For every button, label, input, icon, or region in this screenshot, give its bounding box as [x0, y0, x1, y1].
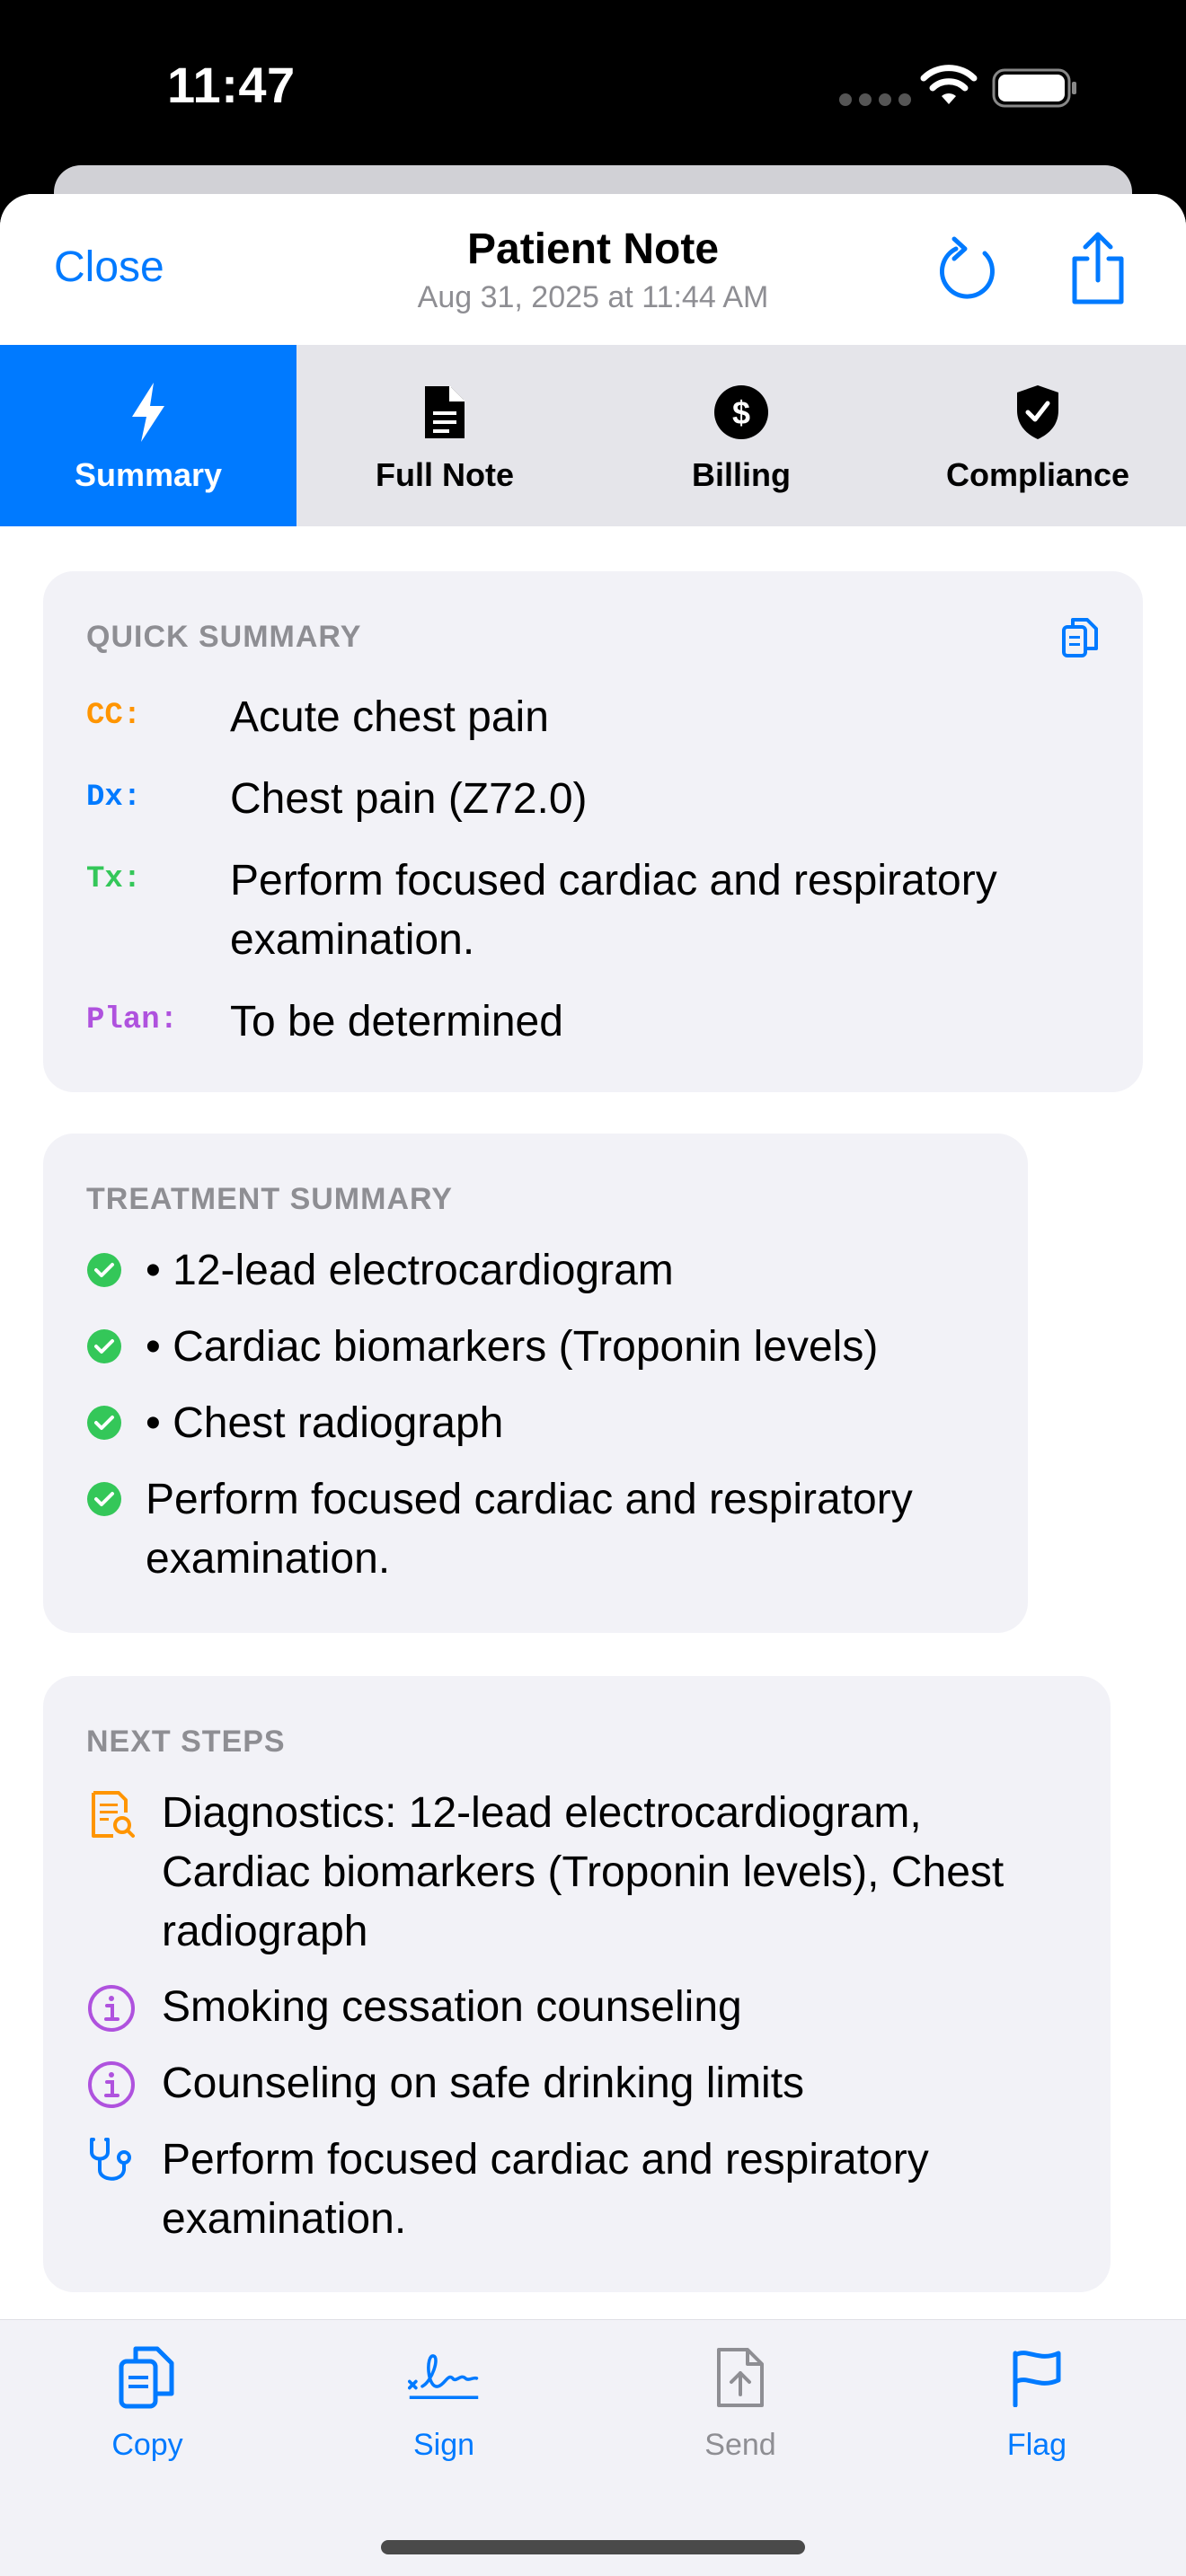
check-circle-icon: [86, 1481, 122, 1517]
summary-row-dx: [86, 770, 1107, 829]
next-step-text: Diagnostics: 12-lead electrocardiogram, Cardiac biomarkers (Troponin levels), Chest radiograph: [162, 1789, 1005, 1955]
tab-label: Billing: [692, 456, 791, 493]
check-circle-icon: [86, 1328, 122, 1364]
summary-key: Plan:: [86, 1003, 179, 1037]
flag-icon: [1001, 2342, 1073, 2413]
close-button[interactable]: Close: [54, 243, 164, 291]
next-step-item: [86, 1784, 1075, 1962]
flag-button[interactable]: [947, 2342, 1127, 2476]
sign-button[interactable]: [354, 2342, 534, 2476]
tab-label: Summary: [74, 456, 223, 493]
svg-text:$: $: [731, 394, 751, 431]
shield-check-icon: [1006, 381, 1069, 444]
check-circle-icon: [86, 1405, 122, 1441]
next-step-item: [86, 2054, 1075, 2113]
summary-value: To be determined: [230, 998, 563, 1045]
tab-label: Full Note: [376, 456, 514, 493]
send-button[interactable]: [651, 2342, 830, 2476]
bottom-toolbar: [0, 2319, 1186, 2576]
next-steps-card: [43, 1676, 1111, 2292]
bolt-icon: [117, 381, 180, 444]
battery-icon: [992, 68, 1078, 108]
card-header: NEXT STEPS: [86, 1725, 286, 1759]
patient-note-sheet: [0, 194, 1186, 2576]
treatment-item: [86, 1470, 992, 1589]
summary-value: Perform focused cardiac and respiratory examination.: [230, 857, 997, 964]
summary-content: [0, 526, 1186, 2513]
summary-value: Chest pain (Z72.0): [230, 775, 588, 823]
page-title: Patient Note: [466, 225, 720, 273]
next-step-text: Smoking cessation counseling: [162, 1983, 742, 2031]
stethoscope-icon: [86, 2136, 137, 2186]
next-step-text: Counseling on safe drinking limits: [162, 2060, 805, 2107]
status-bar: [0, 0, 1186, 171]
copy-icon[interactable]: [1060, 614, 1100, 661]
wifi-icon: [920, 65, 978, 108]
cellular-icon: [839, 93, 911, 106]
tab-billing[interactable]: [593, 345, 890, 526]
copy-button[interactable]: [58, 2342, 237, 2476]
refresh-icon[interactable]: [934, 234, 1003, 305]
next-step-text: Perform focused cardiac and respiratory examination.: [162, 2136, 929, 2243]
home-indicator: [381, 2540, 805, 2554]
tab-full-note[interactable]: [296, 345, 593, 526]
tool-label: Flag: [1006, 2428, 1067, 2462]
copy-icon: [111, 2342, 183, 2413]
card-header: QUICK SUMMARY: [86, 620, 362, 654]
dollar-icon: [710, 381, 773, 444]
summary-row-plan: [86, 992, 1107, 1052]
treatment-item: [86, 1241, 992, 1301]
treatment-text: • Chest radiograph: [146, 1399, 504, 1447]
diagnostics-doc-icon: [86, 1789, 137, 1839]
summary-key: Dx:: [86, 781, 142, 815]
next-step-item: [86, 2130, 1075, 2249]
nav-bar: [0, 194, 1186, 345]
check-circle-icon: [86, 1252, 122, 1288]
summary-key: CC:: [86, 699, 142, 733]
treatment-item: [86, 1394, 992, 1453]
page-subtitle: Aug 31, 2025 at 11:44 AM: [417, 280, 769, 314]
segment-tabs: [0, 345, 1186, 526]
info-icon: [86, 2060, 137, 2110]
send-doc-icon: [704, 2342, 776, 2413]
signature-icon: [408, 2342, 480, 2413]
tab-summary[interactable]: [0, 345, 296, 526]
tab-label: Compliance: [945, 456, 1130, 493]
quick-summary-card: [43, 571, 1143, 1092]
summary-key: Tx:: [86, 862, 142, 896]
tool-label: Sign: [412, 2428, 475, 2462]
treatment-text: Perform focused cardiac and respiratory examination.: [146, 1476, 913, 1583]
card-header: TREATMENT SUMMARY: [86, 1182, 453, 1216]
treatment-text: • 12-lead electrocardiogram: [146, 1247, 674, 1294]
summary-row-cc: [86, 688, 1107, 747]
tool-label: Copy: [111, 2428, 183, 2462]
info-icon: [86, 1983, 137, 2033]
tab-compliance[interactable]: [890, 345, 1186, 526]
treatment-text: • Cardiac biomarkers (Troponin levels): [146, 1323, 879, 1371]
summary-row-tx: [86, 851, 1107, 970]
share-icon[interactable]: [1067, 230, 1128, 307]
document-icon: [413, 381, 476, 444]
treatment-item: [86, 1318, 992, 1377]
tool-label: Send: [704, 2428, 776, 2462]
treatment-summary-card: [43, 1134, 1028, 1633]
next-step-item: [86, 1978, 1075, 2037]
summary-value: Acute chest pain: [230, 693, 549, 741]
status-time: 11:47: [167, 57, 296, 113]
